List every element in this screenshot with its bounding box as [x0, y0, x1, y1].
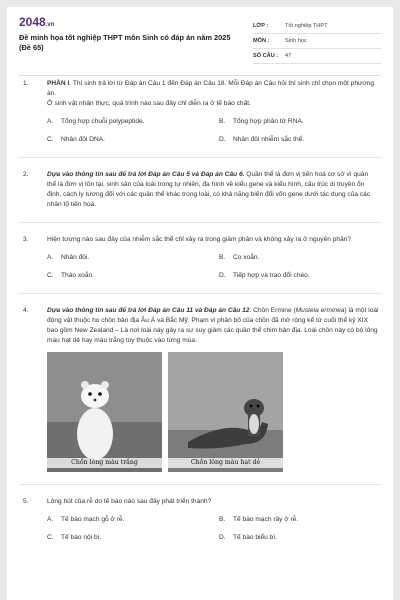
- question-2: 2. Dựa vào thông tin sau để trả lời Đáp án Câu 5 và Đáp án Câu 6. Quần thể là đơn vị tiến hoá cơ sở vì quần thể là đơn vị tồn tại, sinh sản của loài trong tự nhiên, đa hình về kiểu gene và kiểu hình, cấu trúc di truyền ổn định, cách ly tương đối với các quần thể khác trong loài, có khả năng biến đổi vốn gene dưới tác dụng của các nhân tố tiến hoá.: [7, 170, 393, 210]
- question-5: 5. Lông hút của rễ do tế bào nào sau đây phát triển thành? A. Tế bào mạch gỗ ở rễ. B. Tế bào mạch rây ở rễ. C. Tế bào nội bì. D. Tế bào biểu bì.: [7, 497, 393, 543]
- question-text: Dựa vào thông tin sau để trả lời Đáp án Câu 11 và Đáp án Câu 12. Chồn Ermine (Mustela erminea) là một loài động vật thuộc họ chồn bản địa Âu Á và Bắc Mỹ. Phạm vi phân bố của chồn đã mở rộng kể từ cuối thế kỷ XIX bao gồm New Zealand – Là nơi loài này gây ra sự suy giảm các quần thể chim bản địa. Loài chồn này có bộ lông màu hạt dẻ hay màu trắng tùy thuộc vào từng mùa.: [47, 307, 379, 344]
- question-divider: [19, 484, 381, 485]
- option-b[interactable]: B. Tổng hợp phân tử RNA.: [219, 118, 304, 125]
- meta-row-class: LỚP : Tốt nghiệp THPT: [253, 19, 381, 34]
- document-title: Đề minh họa tốt nghiệp THPT môn Sinh có đáp án năm 2025 (Đề 65): [19, 33, 231, 52]
- white-ermine-photo: [47, 352, 162, 472]
- option-d[interactable]: D. Tế bào biểu bì.: [219, 534, 277, 541]
- question-divider: [19, 157, 381, 158]
- option-c[interactable]: C. Tế bào nội bì.: [47, 534, 102, 541]
- question-4: 4. Dựa vào thông tin sau để trả lời Đáp án Câu 11 và Đáp án Câu 12. Chồn Ermine (Mustela erminea) là một loài động vật thuộc họ chồn bản địa Âu Á và Bắc Mỹ. Phạm vi phân bố của chồn đã mở rộng kể từ cuối thế kỷ XIX bao gồm New Zealand – Là nơi loài này gây ra sự suy giảm các quần thể chim bản địa. Loài chồn này có bộ lông màu hạt dẻ hay màu trắng tùy thuộc vào từng mùa. Chồn lông màu trắng Chồn lông màu hạt dẻ: [7, 306, 393, 472]
- question-text: Hiện tượng nào sau đây của nhiễm sắc thể chỉ xảy ra trong giảm phân và không xảy ra ở nguyên phân?: [47, 236, 352, 243]
- option-c[interactable]: C. Nhân đôi DNA.: [47, 136, 105, 143]
- site-logo[interactable]: 2048.vn: [19, 15, 55, 29]
- question-stem: Ở sinh vật nhân thực, quá trình nào sau đây chỉ diễn ra ở tế bào chất.: [47, 100, 251, 107]
- meta-row-subject: MÔN : Sinh học: [253, 34, 381, 49]
- question-text: PHẦN I. Thí sinh trả lời từ Đáp án Câu 1 đến Đáp án Câu 18. Mỗi Đáp án Câu hỏi thí sinh chỉ chọn một phương án.: [47, 80, 375, 97]
- answer-options: [47, 515, 379, 543]
- header-divider: [19, 75, 381, 76]
- question-3: 3. Hiện tượng nào sau đây của nhiễm sắc thể chỉ xảy ra trong giảm phân và không xảy ra ở nguyên phân? A. Nhân đôi. B. Co xoắn. C. Tháo xoắn. D. Tiếp hợp và trao đổi chéo.: [7, 235, 393, 281]
- option-a[interactable]: A. Tổng hợp chuỗi polypeptide.: [47, 118, 145, 125]
- document-page: [7, 7, 393, 600]
- image-caption: Chồn lông màu hạt dẻ: [168, 458, 283, 468]
- option-a[interactable]: A. Tế bào mạch gỗ ở rễ.: [47, 516, 125, 523]
- answer-options: [47, 117, 379, 145]
- option-d[interactable]: D. Nhân đôi nhiễm sắc thể.: [219, 136, 305, 143]
- question-list: [7, 79, 393, 543]
- question-text: Lông hút của rễ do tế bào nào sau đây phát triển thành?: [47, 498, 212, 505]
- question-text: Dựa vào thông tin sau để trả lời Đáp án Câu 5 và Đáp án Câu 6. Quần thể là đơn vị tiến hoá cơ sở vì quần thể là đơn vị tồn tại, sinh sản của loài trong tự nhiên, đa hình về kiểu gene và kiểu hình, cấu trúc di truyền ổn định, cách ly tương đối với các quần thể khác trong loài, có khả năng biến đổi vốn gene dưới tác dụng của các nhân tố tiến hoá.: [47, 171, 371, 208]
- image-caption: Chồn lông màu trắng: [47, 458, 162, 468]
- option-b[interactable]: B. Tế bào mạch rây ở rễ.: [219, 516, 299, 523]
- option-a[interactable]: A. Nhân đôi.: [47, 254, 90, 261]
- document-header: [7, 7, 393, 67]
- option-b[interactable]: B. Co xoắn.: [219, 254, 260, 261]
- option-c[interactable]: C. Tháo xoắn.: [47, 272, 94, 279]
- answer-options: [47, 253, 379, 281]
- option-d[interactable]: D. Tiếp hợp và trao đổi chéo.: [219, 272, 310, 279]
- question-divider: [19, 293, 381, 294]
- document-meta: [253, 19, 381, 64]
- question-divider: [19, 222, 381, 223]
- question-1: 1. PHẦN I. Thí sinh trả lời từ Đáp án Câu 1 đến Đáp án Câu 18. Mỗi Đáp án Câu hỏi thí sinh chỉ chọn một phương án. Ở sinh vật nhân thực, quá trình nào sau đây chỉ diễn ra ở tế bào chất. A. Tổng hợp chuỗi polypeptide. B. Tổng hợp phân tử RNA. C. Nhân đôi DNA. D. Nhân đôi nhiễm sắc thể.: [7, 79, 393, 145]
- meta-row-count: SỐ CÂU : 47: [253, 49, 381, 64]
- brown-ermine-photo: [168, 352, 283, 472]
- ermine-images: [47, 352, 379, 472]
